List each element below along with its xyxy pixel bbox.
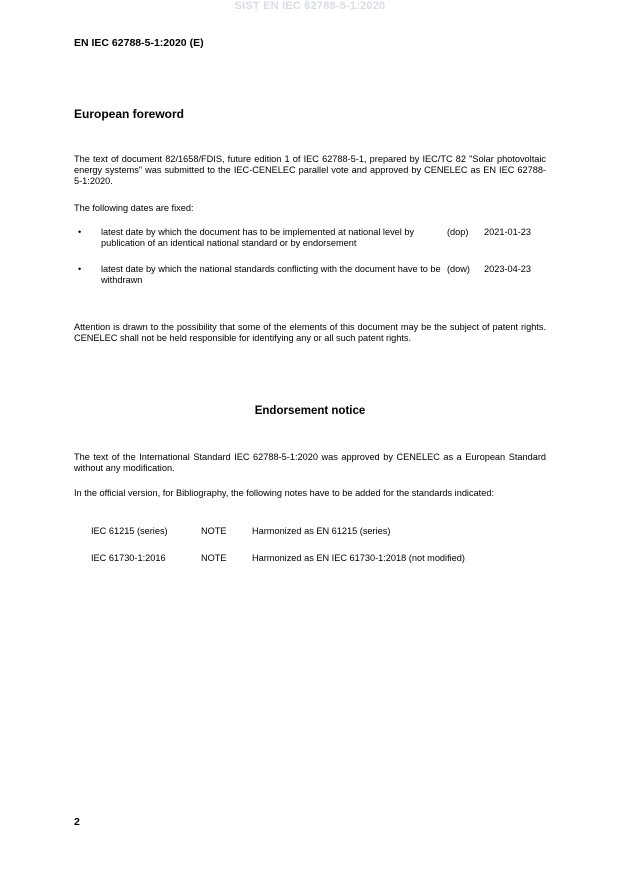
document-id-header: EN IEC 62788-5-1:2020 (E) [74, 37, 204, 49]
note-text: Harmonized as EN 61215 (series) [252, 526, 391, 536]
dates-intro-paragraph: The following dates are fixed: [74, 203, 194, 213]
bibliography-intro-paragraph: In the official version, for Bibliography, the following notes have to be added for the standards indicated: [74, 488, 494, 498]
note-label: NOTE [201, 526, 227, 536]
endorsement-heading: Endorsement notice [254, 405, 366, 417]
date-item-text: latest date by which the national standards conflicting with the document have to be withdrawn [101, 264, 441, 285]
bullet-icon: • [78, 227, 82, 237]
page-number: 2 [74, 816, 80, 828]
note-label: NOTE [201, 553, 227, 563]
date-item-date: 2023-04-23 [484, 264, 531, 274]
date-item-code: (dow) [447, 264, 470, 274]
note-standard: IEC 61215 (series) [91, 526, 168, 536]
bullet-icon: • [78, 264, 82, 274]
date-item-text: latest date by which the document has to be implemented at national level by publication of an identical national standard or by endorsement [101, 227, 415, 248]
date-item-code: (dop) [447, 227, 469, 237]
date-item-date: 2021-01-23 [484, 227, 531, 237]
note-standard: IEC 61730-1:2016 [91, 553, 166, 563]
watermark: SIST EN IEC 62788-5-1:2020 [234, 0, 386, 12]
note-text: Harmonized as EN IEC 61730-1:2018 (not modified) [252, 553, 465, 563]
patent-attention-paragraph: Attention is drawn to the possibility that some of the elements of this document may be the subject of patent rights. CENELEC shall not be held responsible for identifying any or all such patent rights. [74, 322, 546, 343]
endorsement-paragraph: The text of the International Standard IEC 62788-5-1:2020 was approved by CENELEC as a European Standard without any modification. [74, 452, 546, 473]
foreword-heading: European foreword [74, 107, 185, 121]
foreword-intro-paragraph: The text of document 82/1658/FDIS, future edition 1 of IEC 62788-5-1, prepared by IEC/TC 82 "Solar photovoltaic energy systems" was submitted to the IEC-CENELEC parallel vote and approved by CENELEC as EN IEC 62788-5-1:2020. [74, 154, 546, 186]
